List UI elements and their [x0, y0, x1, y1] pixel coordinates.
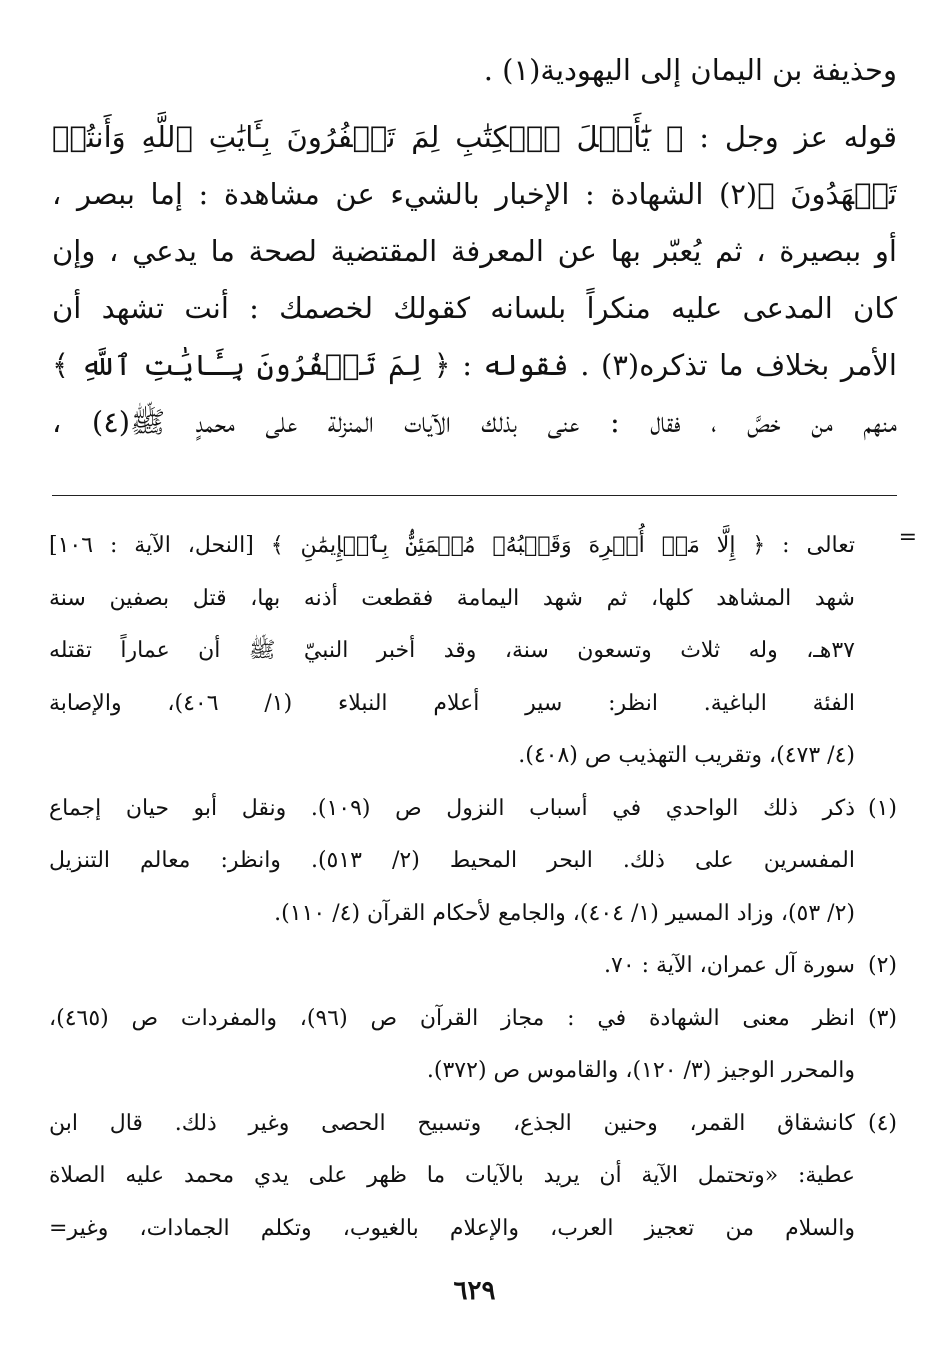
footnote-continuation-line: شهد المشاهد كلها، ثم شهد اليمامة فقطعت أذنه بها، قتل بصفين سنة [49, 585, 855, 611]
footnote-continuation-line: الفئة الباغية. انظر: سير أعلام النبلاء (١/ ٤٠٦)، والإصابة [49, 690, 856, 716]
footnote-continuation-line: (٤/ ٤٧٣)، وتقريب التهذيب ص (٤٠٨). [518, 743, 855, 768]
footnote-number: (٤) [867, 1110, 897, 1136]
footnote-continuation-line: تعالى : ﴿ إِلَّا مَنۡ أُكۡرِهَ وَقَلۡبُهُۥ مُطۡمَئِنُّۢ بِٱلۡإِيمَٰنِ ﴾ [النحل، الآية : ١٠٦] [49, 533, 855, 558]
main-text-line: قوله عز وجل : ﴿ يَٰٓأَهۡلَ ٱلۡكِتَٰبِ لِمَ تَكۡفُرُونَ بِـَٔايَٰتِ ٱللَّهِ وَأَنتُمۡ [52, 120, 897, 154]
footnote-number: (١) [867, 795, 897, 821]
footnote-2 [49, 940, 897, 993]
main-text-line: أو ببصيرة ، ثم يُعبّر بها عن المعرفة المقتضية لصحة ما يدعي ، وإن [52, 234, 897, 268]
main-text-line: تَشۡهَدُونَ ﴾(٢) الشهادة : الإخبار بالشيء عن مشاهدة : إما ببصر ، [52, 177, 897, 211]
footnote-line: كانشقاق القمر، وحنين الجذع، وتسبيح الحصى وغير ذلك. قال ابن [49, 1110, 855, 1136]
continuation-mark: = [898, 525, 917, 550]
page-number: ٦٢٩ [453, 1276, 496, 1306]
footnotes [49, 520, 897, 1255]
footnote-line: والمحرر الوجيز (٣/ ١٢٠)، والقاموس ص (٣٧٢). [426, 1058, 855, 1083]
footnote-1 [49, 783, 897, 836]
footnote-line: عطية: «وتحتمل الآية أن يريد بالآيات ما ظهر على يدي محمد عليه الصلاة [49, 1163, 855, 1188]
footnote-line: المفسرين على ذلك. البحر المحيط (٢/ ٥١٣). وانظر: معالم التنزيل [49, 848, 855, 873]
footnote-line: سورة آل عمران، الآية : ٧٠. [604, 953, 855, 978]
footnote-3 [49, 993, 897, 1046]
footnote-separator [52, 495, 897, 496]
footnote-number: (٣) [867, 1005, 897, 1031]
main-text-line: كان المدعى عليه منكراً بلسانه كقولك لخصمك : أنت تشهد أن [52, 291, 897, 325]
footnote-line: والسلام من تعجيز العرب، والإعلام بالغيوب، وتكلم الجمادات، وغير= [49, 1215, 855, 1241]
footnote-line: ذكر ذلك الواحدي في أسباب النزول ص (١٠٩). ونقل أبو حيان إجماع [49, 795, 855, 821]
main-text-line: وحذيفة بن اليمان إلى اليهودية(١) . [483, 53, 897, 87]
main-text-line: الأمر بخلاف ما تذكره(٣) . فقوله : ﴿ لِمَ تَكۡفُرُونَ بِـَٔايَٰتِ ٱللَّهِ ﴾ [52, 348, 897, 382]
main-text-line: منهم من خصَّ ، فقال : عنى بذلك الآيات المنزلة على محمدٍ ﷺ(٤) ، [52, 405, 897, 439]
footnote-4 [49, 1098, 897, 1151]
footnote-line: (٢/ ٥٣)، وزاد المسير (١/ ٤٠٤)، والجامع لأحكام القرآن (٤/ ١١٠). [274, 900, 855, 926]
footnote-number: (٢) [867, 953, 897, 978]
footnote-line: انظر معنى الشهادة في : مجاز القرآن ص (٩٦)، والمفردات ص (٤٦٥)، [49, 1005, 855, 1031]
footnote-continuation-line: ٣٧هـ، وله ثلاث وتسعون سنة، وقد أخبر النبيّ ﷺ أن عماراً تقتله [49, 638, 855, 663]
main-text [52, 42, 897, 451]
